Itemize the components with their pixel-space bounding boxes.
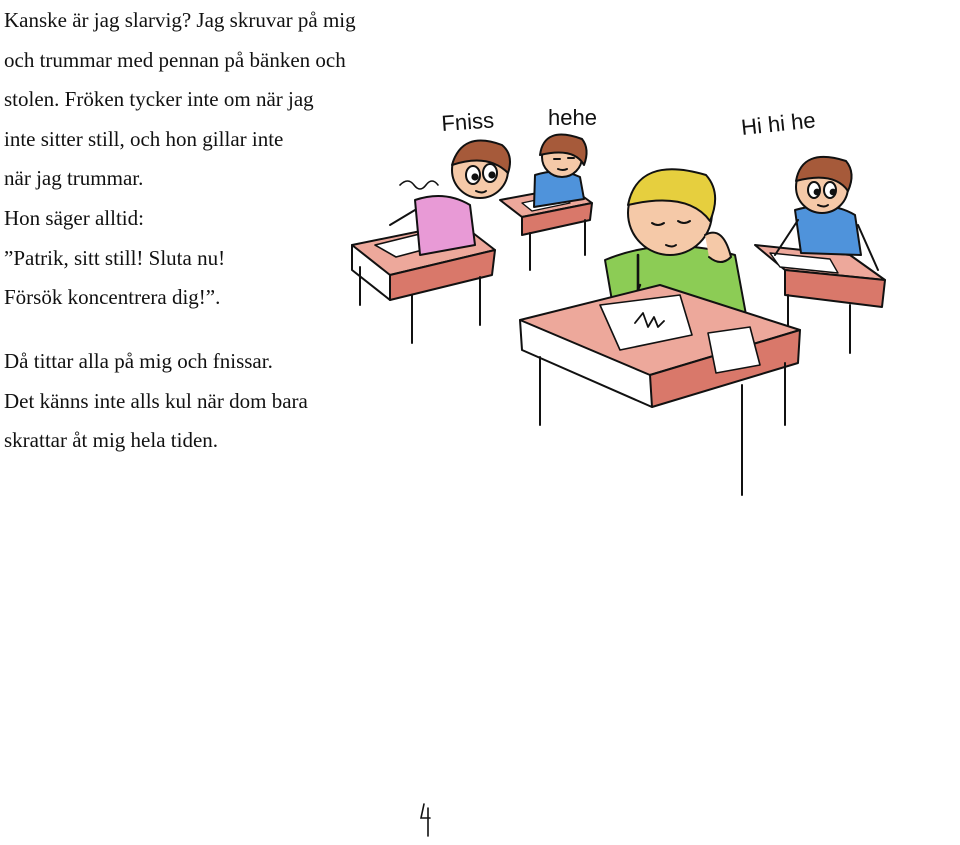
text-line: Det känns inte alls kul när dom bara [4,388,308,413]
text-line: Kanske är jag slarvig? Jag skruvar på mig [4,8,356,32]
text-line: Hon säger alltid: [4,205,144,230]
classroom-illustration [330,95,930,515]
text-line: och trummar med pennan på bänken och [4,47,346,72]
paragraph-1 [4,1,356,318]
text-line: när jag trummar. [4,166,144,191]
desk-front [520,285,800,495]
speech-fniss: Fniss [440,107,495,136]
text-line: Då tittar alla på mig och fnissar. [4,349,273,373]
squiggle-mark [400,181,438,189]
speech-hehe: hehe [548,105,597,130]
speech-hihi: Hi hi he [739,107,817,140]
student-back-girl [534,135,587,207]
text-line: ”Patrik, sitt still! Sluta nu! [4,245,226,270]
text-line: inte sitter still, och hon gillar inte [4,126,284,151]
paragraph-2 [4,342,308,461]
page-number [416,800,436,840]
text-line: stolen. Fröken tycker inte om när jag [4,87,314,112]
text-line: skrattar åt mig hela tiden. [4,428,219,453]
text-line: Försök koncentrera dig!”. [4,285,221,310]
